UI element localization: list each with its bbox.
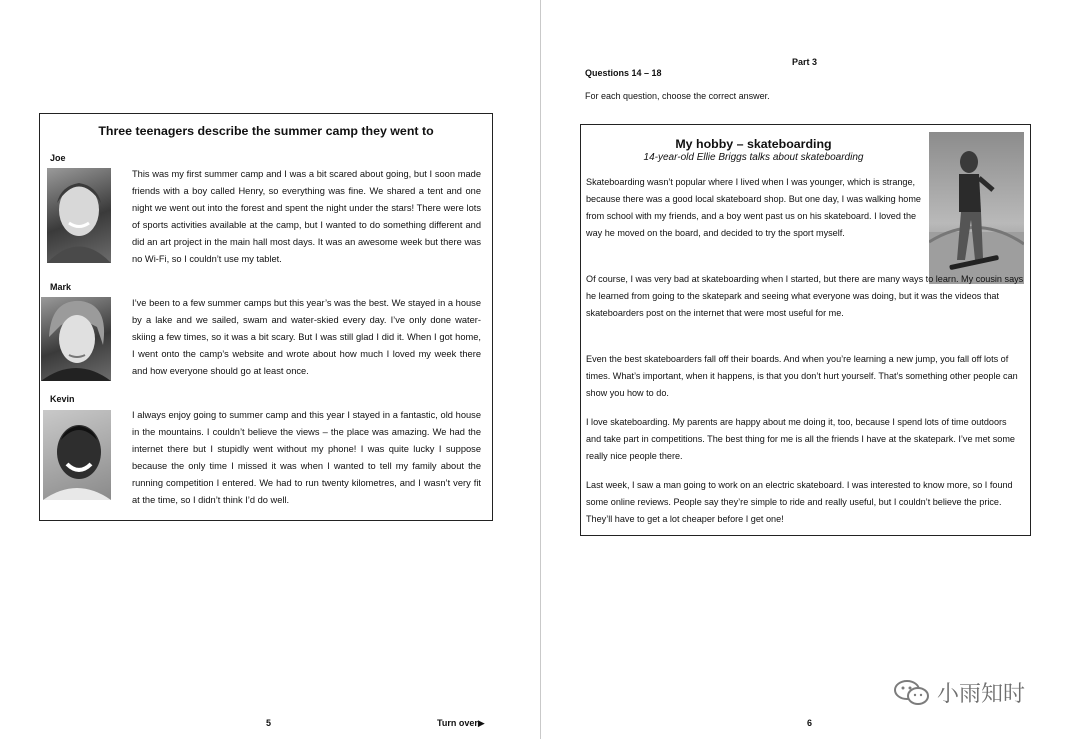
person-name-joe: Joe bbox=[50, 153, 66, 163]
watermark bbox=[893, 677, 1025, 708]
summer-camp-box bbox=[39, 113, 493, 521]
page-number-right: 6 bbox=[807, 718, 813, 728]
part-title: Part 3 bbox=[792, 57, 818, 67]
article-paragraph-1: Skateboarding wasn’t popular where I lived when I was younger, which is strange, because there was a good local skateboard shop. But one day, I was walking home from school with my friends, and a boy went past us on his skateboard. I loved the way he moved on the board, and decided to try the sport myself. bbox=[586, 177, 921, 238]
article-title: My hobby – skateboarding bbox=[675, 137, 832, 151]
person-name-kevin: Kevin bbox=[50, 394, 75, 404]
person-name-mark: Mark bbox=[50, 282, 72, 292]
watermark-text: 小雨知时 bbox=[937, 681, 1026, 706]
joe-text: This was my first summer camp and I was a bit scared about going, but I soon made friends with a boy called Henry, so everything was fine. We shared a tent and one night we went out into the forest and spent the night under the stars! There were lots of sports activities available at the camp, but I wanted to do something different and did an art project in the main hall most days. It was an awesome week but there was no Wi-Fi, so I couldn’t use my tablet. bbox=[132, 169, 481, 264]
turn-over-label: Turn over▶ bbox=[437, 718, 485, 728]
page-divider bbox=[540, 0, 541, 739]
instruction: For each question, choose the correct answer. bbox=[585, 91, 770, 101]
article-paragraph-4: I love skateboarding. My parents are happy about me doing it, too, because I spend lots of time outdoors and take part in competitions. The best thing for me is all the friends I have at the skatepark. I’ve met some really nice people there. bbox=[586, 417, 1015, 461]
portrait-photo-icon bbox=[43, 410, 111, 500]
kevin-text: I always enjoy going to summer camp and this year I stayed in a fantastic, old house in the mountains. I couldn’t believe the views – the place was amazing. We had the internet there but I stupidly went without my phone! I was quite lucky I suppose because the only time I missed it was when I wanted to tell my family about the running competition I entered. We had to run twenty kilometres, and I wasn’t very fit at the time, so I didn’t think I’d do well. bbox=[132, 410, 481, 505]
article-paragraph-2: Of course, I was very bad at skateboarding when I started, but there are many ways to learn. My cousin says he learned from going to the skatepark and seeing what everyone was doing, but it was the videos that skateboarders post on the internet that were most useful for me. bbox=[586, 274, 1024, 318]
article-subtitle: 14-year-old Ellie Briggs talks about skateboarding bbox=[643, 152, 864, 163]
skateboarder-photo-icon bbox=[929, 132, 1024, 284]
box-title: Three teenagers describe the summer camp they went to bbox=[98, 124, 434, 138]
wechat-icon bbox=[893, 679, 931, 707]
article-paragraph-5: Last week, I saw a man going to work on an electric skateboard. I was interested to know more, so I found some online reviews. People say they’re simple to ride and really useful, but I couldn’t believe the price. They’ll have to get a lot cheaper before I get one! bbox=[586, 480, 1013, 524]
questions-range: Questions 14 – 18 bbox=[585, 68, 662, 78]
skateboarding-article-box bbox=[580, 124, 1031, 536]
mark-text: I’ve been to a few summer camps but this year’s was the best. We stayed in a house by a lake and we sailed, swam and water-skied every day. I’ve only done water-skiing a few times, so it was a bit scary. But I was still glad I did it. When I got home, I went onto the camp’s website and wrote about how much I loved my week there and how everyone should go at least once. bbox=[132, 298, 481, 376]
arrow-right-icon: ▶ bbox=[477, 718, 485, 728]
portrait-photo-icon bbox=[41, 297, 111, 381]
article-paragraph-3: Even the best skateboarders fall off their boards. And when you’re learning a new jump, you fall off lots of times. What’s important, when it happens, is that you don’t hurt yourself. That’s something other people can show you how to do. bbox=[586, 354, 1018, 398]
page-number-left: 5 bbox=[266, 718, 272, 728]
portrait-photo-icon bbox=[47, 168, 111, 263]
